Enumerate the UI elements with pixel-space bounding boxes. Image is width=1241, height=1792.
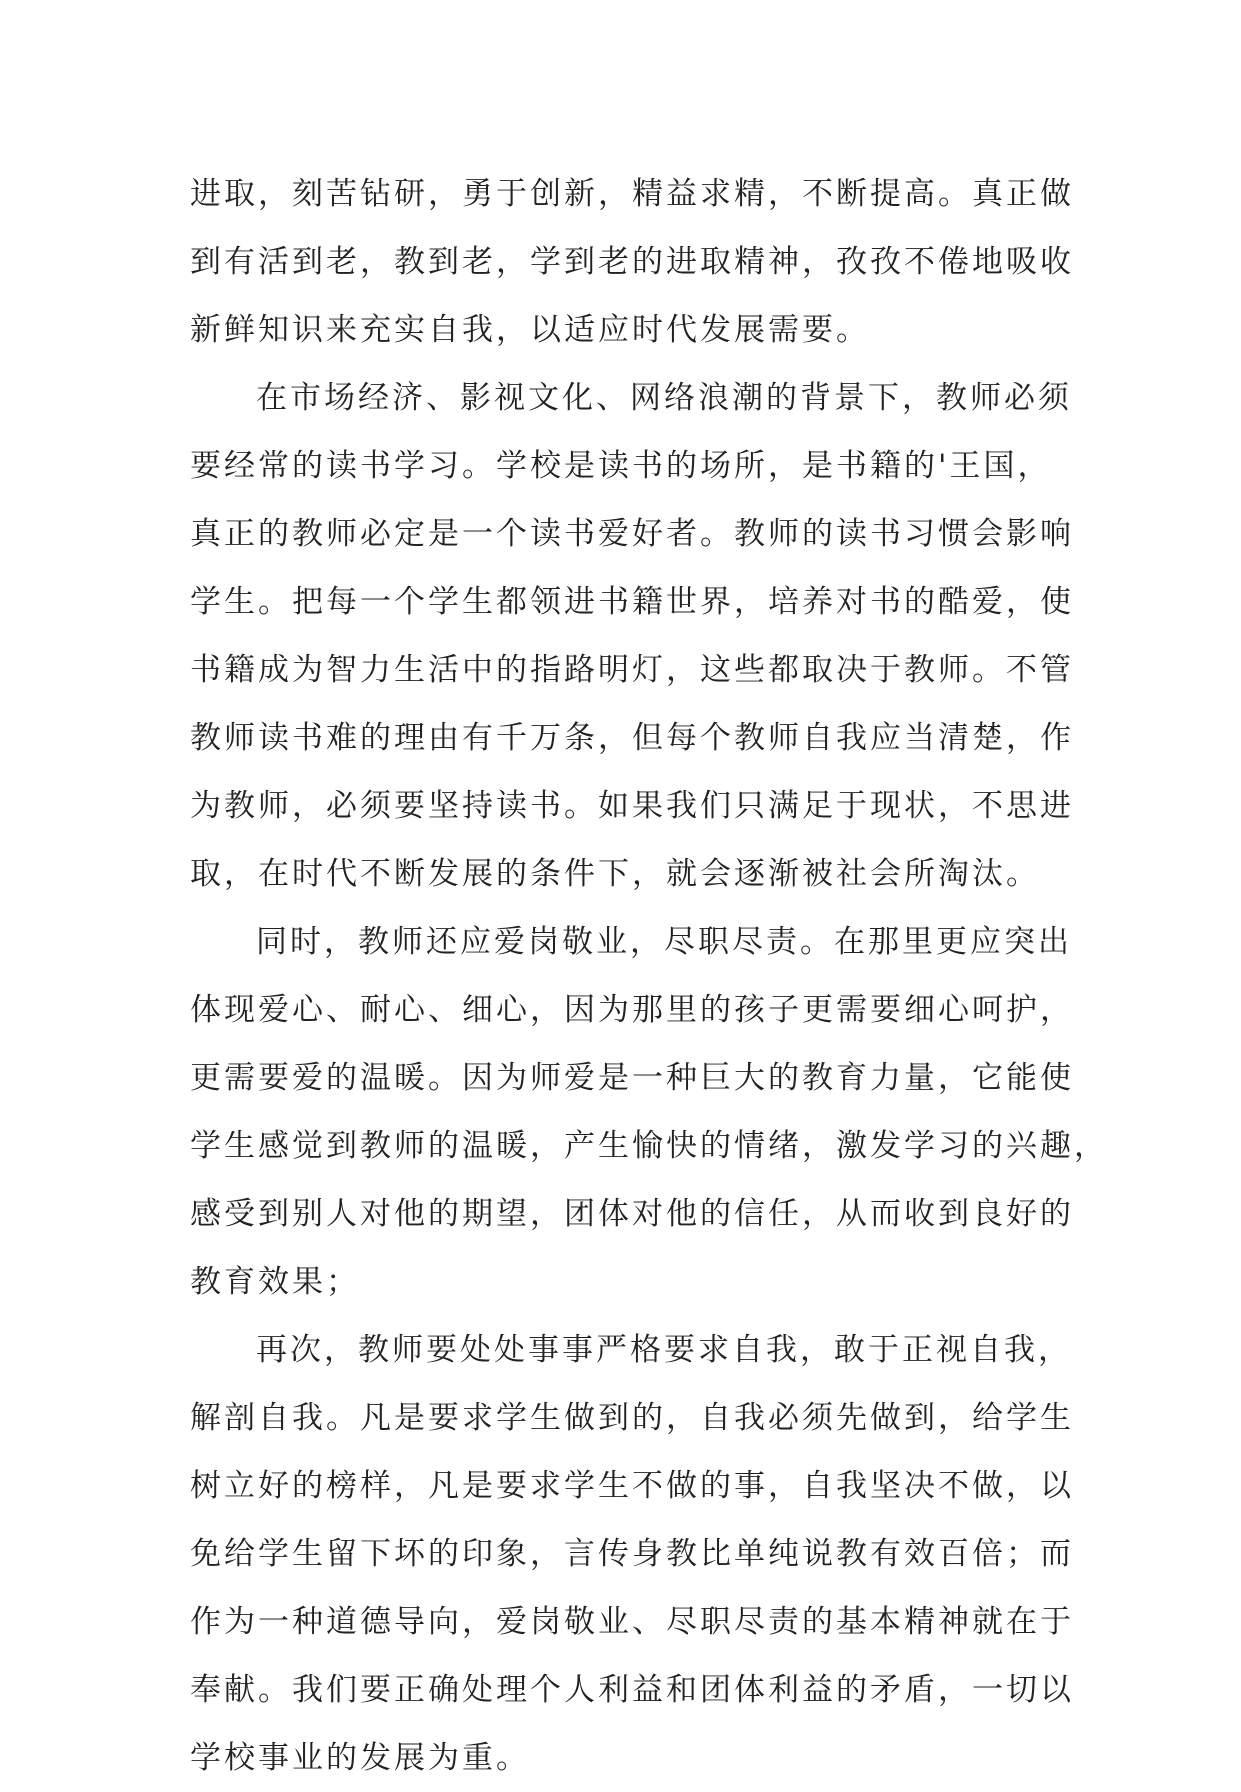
paragraph-1	[190, 160, 1074, 364]
text-line: 奉献。我们要正确处理个人利益和团体利益的矛盾，一切以	[190, 1672, 1074, 1708]
paragraph-4	[190, 1316, 1074, 1792]
text-line: 更需要爱的温暖。因为师爱是一种巨大的教育力量，它能使	[190, 1060, 1074, 1096]
text-line: 再次，教师要处处事事严格要求自我，敢于正视自我，	[256, 1332, 1072, 1368]
text-line: 感受到别人对他的期望，团体对他的信任，从而收到良好的	[190, 1196, 1074, 1232]
text-line: 学生感觉到教师的温暖，产生愉快的情绪，激发学习的兴趣，	[190, 1128, 1108, 1164]
text-line: 免给学生留下坏的印象，言传身教比单纯说教有效百倍；而	[190, 1536, 1074, 1572]
text-line: 到有活到老，教到老，学到老的进取精神，孜孜不倦地吸收	[190, 244, 1074, 280]
text-line: 教师读书难的理由有千万条，但每个教师自我应当清楚，作	[190, 720, 1074, 756]
text-line: 解剖自我。凡是要求学生做到的，自我必须先做到，给学生	[190, 1400, 1074, 1436]
text-line: 新鲜知识来充实自我，以适应时代发展需要。	[190, 312, 870, 348]
text-line: 进取，刻苦钻研，勇于创新，精益求精，不断提高。真正做	[190, 176, 1074, 212]
text-line: 为教师，必须要坚持读书。如果我们只满足于现状，不思进	[190, 788, 1074, 824]
text-line: 在市场经济、影视文化、网络浪潮的背景下，教师必须	[256, 380, 1072, 416]
text-line: 取，在时代不断发展的条件下，就会逐渐被社会所淘汰。	[190, 856, 1040, 892]
paragraph-3	[190, 908, 1108, 1316]
text-line: 真正的教师必定是一个读书爱好者。教师的读书习惯会影响	[190, 516, 1074, 552]
text-line: 作为一种道德导向，爱岗敬业、尽职尽责的基本精神就在于	[190, 1604, 1074, 1640]
text-line: 书籍成为智力生活中的指路明灯，这些都取决于教师。不管	[190, 652, 1074, 688]
paragraph-2	[190, 364, 1074, 908]
text-line: 要经常的读书学习。学校是读书的场所，是书籍的'王国，	[190, 448, 1052, 484]
text-line: 树立好的榜样，凡是要求学生不做的事，自我坚决不做，以	[190, 1468, 1074, 1504]
text-line: 同时，教师还应爱岗敬业，尽职尽责。在那里更应突出	[256, 924, 1072, 960]
text-line: 学生。把每一个学生都领进书籍世界，培养对书的酷爱，使	[190, 584, 1074, 620]
text-line: 体现爱心、耐心、细心，因为那里的孩子更需要细心呵护，	[190, 992, 1074, 1028]
text-line: 教育效果；	[190, 1264, 360, 1300]
text-line: 学校事业的发展为重。	[190, 1740, 530, 1776]
body-text	[190, 160, 1108, 1792]
